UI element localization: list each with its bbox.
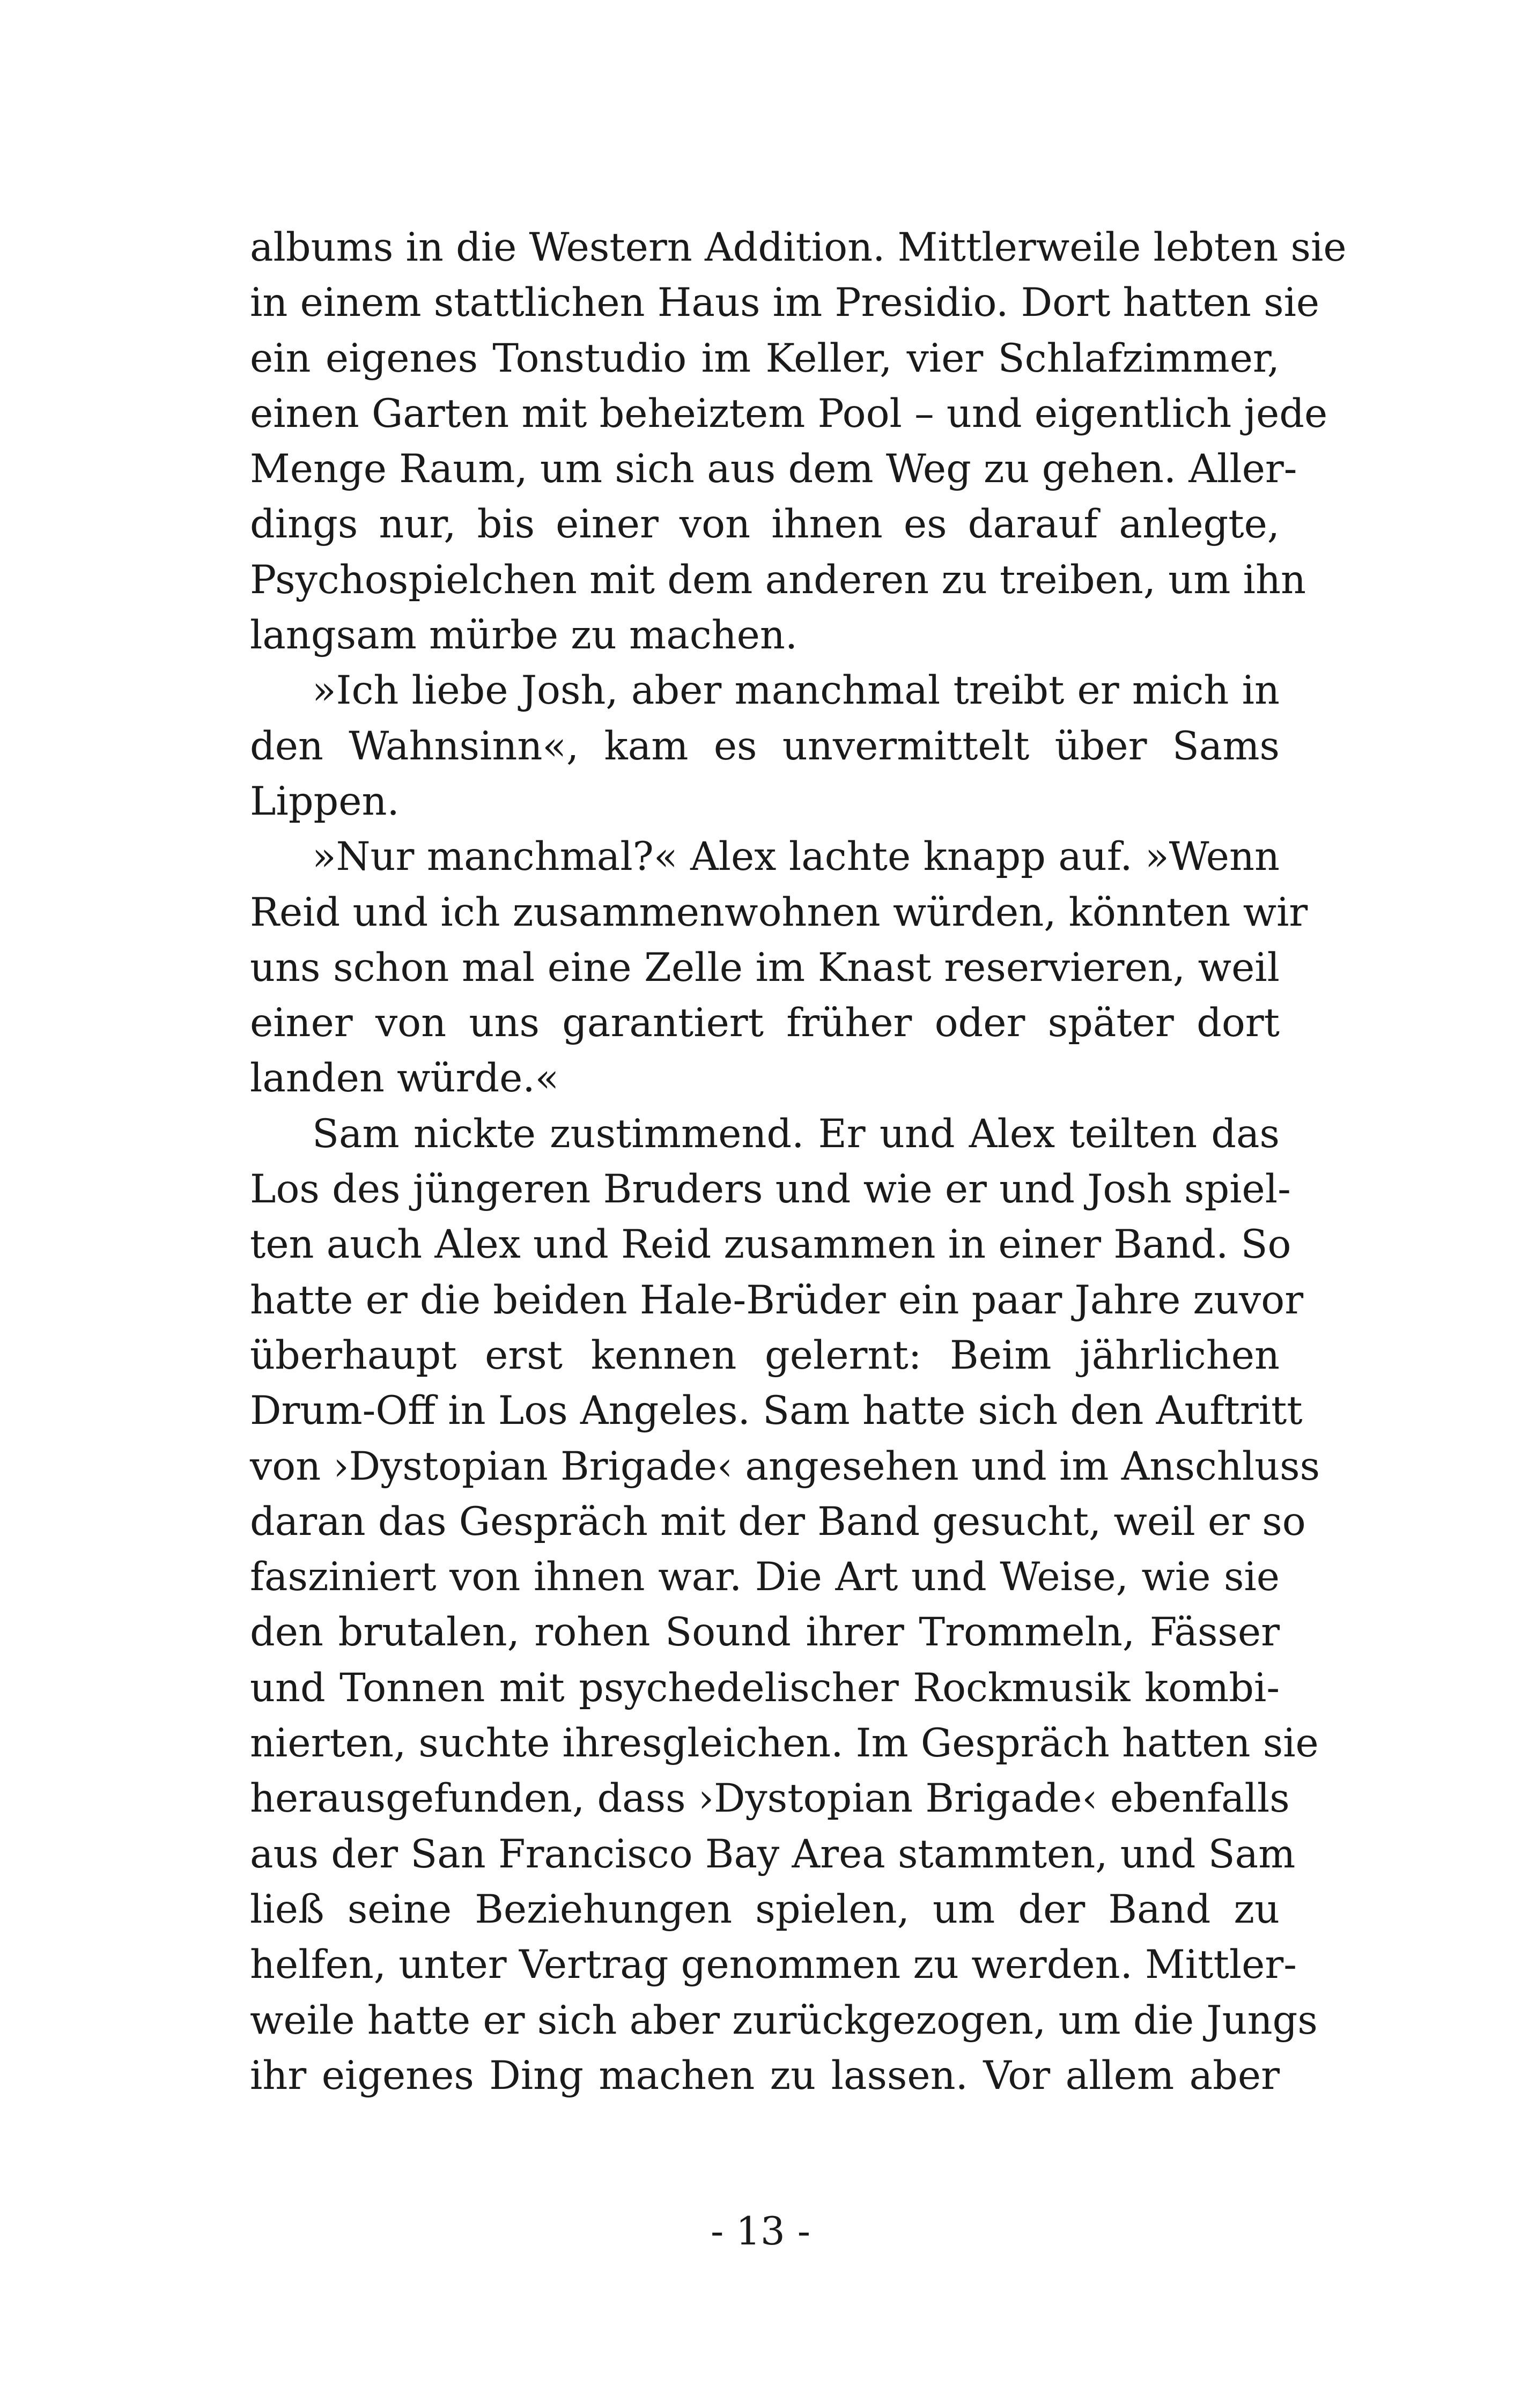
- text-line-paragraph-end: langsam mürbe zu machen.: [250, 612, 798, 659]
- text-line-paragraph-end: landen würde.«: [250, 1055, 559, 1102]
- text-line: nierten, suchte ihresgleichen. Im Gespräch hatten sie: [250, 1720, 1319, 1767]
- text-line: den Wahnsinn«, kam es unvermittelt über Sams: [250, 723, 1280, 769]
- body-text: [250, 220, 1347, 2103]
- text-line: einen Garten mit beheiztem Pool – und eigentlich jede: [250, 390, 1328, 437]
- text-line: von ›Dystopian Brigade‹ angesehen und im Anschluss: [250, 1443, 1320, 1489]
- text-line: albums in die Western Addition. Mittlerweile lebten sie: [250, 225, 1347, 270]
- text-line: ein eigenes Tonstudio im Keller, vier Schlafzimmer,: [250, 335, 1280, 381]
- text-line: ließ seine Beziehungen spielen, um der Band zu: [250, 1886, 1280, 1932]
- text-line: hatte er die beiden Hale-Brüder ein paar Jahre zuvor: [250, 1277, 1304, 1323]
- text-line: und Tonnen mit psychedelischer Rockmusik kombi-: [250, 1665, 1280, 1711]
- text-line: ten auch Alex und Reid zusammen in einer Band. So: [250, 1222, 1291, 1268]
- text-line: helfen, unter Vertrag genommen zu werden. Mittler-: [250, 1942, 1297, 1988]
- text-line-paragraph-start: »Ich liebe Josh, aber manchmal treibt er mich in: [312, 668, 1280, 714]
- text-line-paragraph-start: »Nur manchmal?« Alex lachte knapp auf. »Wenn: [312, 834, 1280, 880]
- text-line: dings nur, bis einer von ihnen es darauf anlegte,: [250, 501, 1280, 548]
- text-line: Drum-Off in Los Angeles. Sam hatte sich den Auftritt: [250, 1388, 1303, 1434]
- text-line: herausgefunden, dass ›Dystopian Brigade‹ ebenfalls: [250, 1776, 1290, 1822]
- text-line: den brutalen, rohen Sound ihrer Trommeln, Fässer: [250, 1609, 1280, 1656]
- text-line: einer von uns garantiert früher oder später dort: [250, 1000, 1280, 1046]
- text-line: uns schon mal eine Zelle im Knast reservieren, weil: [250, 944, 1280, 991]
- text-line: ihr eigenes Ding machen zu lassen. Vor allem aber: [250, 2052, 1280, 2099]
- text-line: weile hatte er sich aber zurückgezogen, um die Jungs: [250, 1997, 1318, 2043]
- text-line-paragraph-start: Sam nickte zustimmend. Er und Alex teilten das: [312, 1111, 1280, 1157]
- text-line: Menge Raum, um sich aus dem Weg zu gehen. Aller-: [250, 446, 1297, 492]
- text-line: fasziniert von ihnen war. Die Art und Weise, wie sie: [250, 1554, 1280, 1600]
- text-line: aus der San Francisco Bay Area stammten, und Sam: [250, 1831, 1296, 1877]
- text-line: daran das Gespräch mit der Band gesucht, weil er so: [250, 1498, 1306, 1545]
- text-line-paragraph-end: Lippen.: [250, 778, 400, 824]
- text-line: in einem stattlichen Haus im Presidio. Dort hatten sie: [250, 280, 1320, 326]
- text-line: Los des jüngeren Bruders und wie er und Josh spiel-: [250, 1166, 1291, 1213]
- text-line: überhaupt erst kennen gelernt: Beim jährlichen: [250, 1332, 1280, 1378]
- text-line: Reid und ich zusammenwohnen würden, könnten wir: [250, 889, 1308, 935]
- page-number: - 13 -: [710, 2208, 811, 2254]
- text-line: Psychospielchen mit dem anderen zu treiben, um ihn: [250, 557, 1306, 603]
